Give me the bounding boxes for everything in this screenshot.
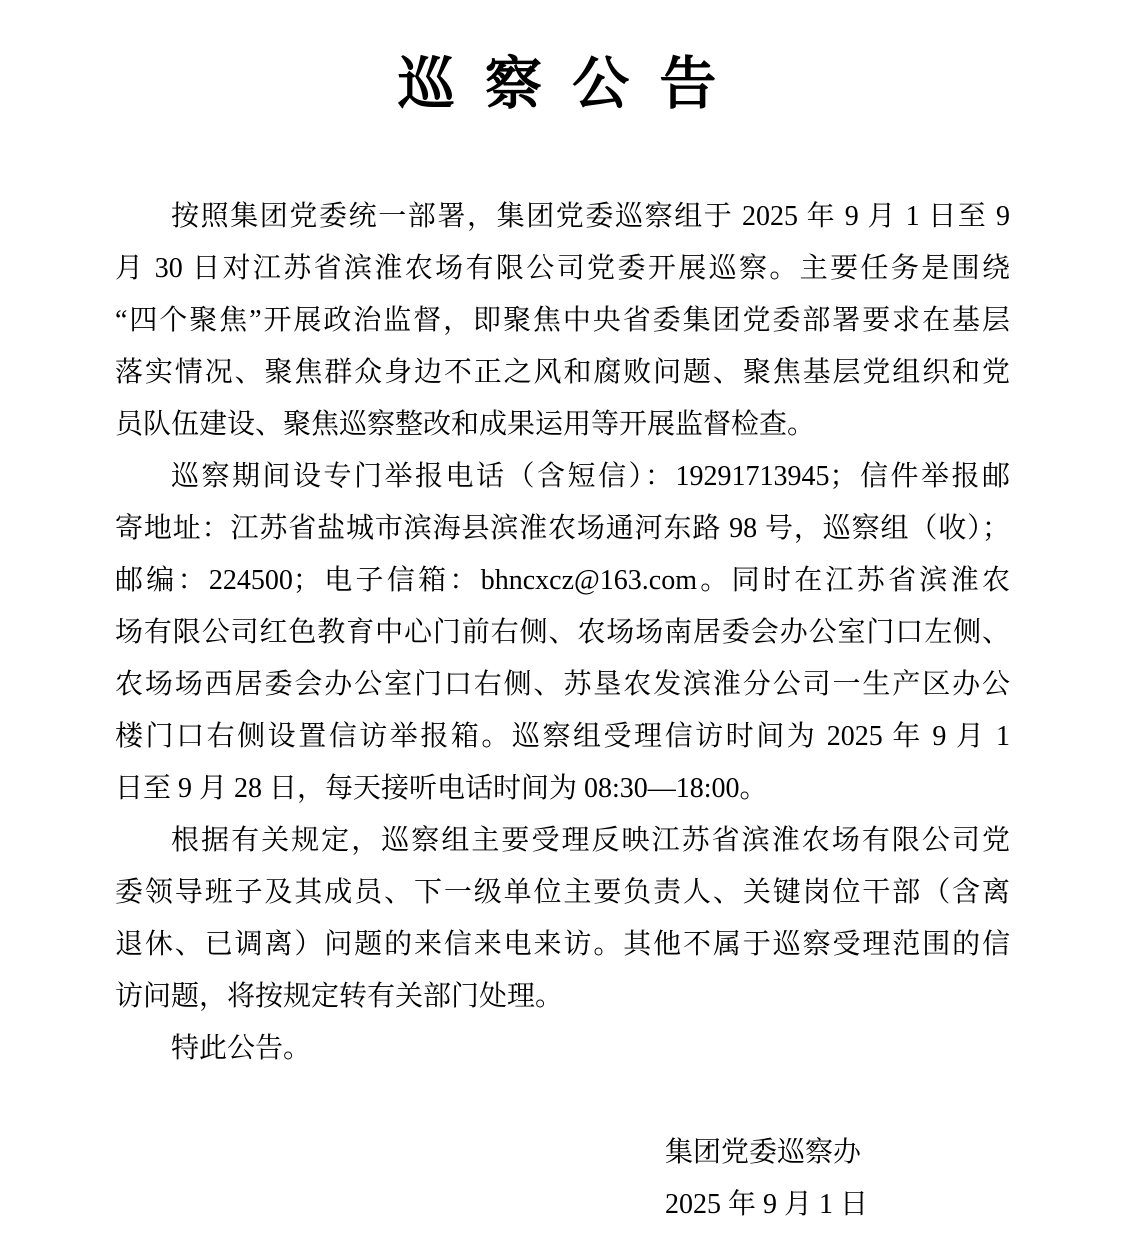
paragraph-line: 按照集团党委统一部署，集团党委巡察组于 2025 年 9 月 1 日至 9 — [171, 201, 1010, 232]
paragraph-line: 月 30 日对江苏省滨淮农场有限公司党委开展巡察。主要任务是围绕 — [115, 253, 1010, 284]
closing-line: 特此公告。 — [171, 1033, 312, 1064]
paragraph-3 — [115, 815, 1010, 1023]
paragraph-2 — [115, 451, 1010, 815]
paragraph-line: 楼门口右侧设置信访举报箱。巡察组受理信访时间为 2025 年 9 月 1 — [115, 721, 1010, 752]
paragraph-line: 委领导班子及其成员、下一级单位主要负责人、关键岗位干部（含离 — [115, 877, 1010, 908]
paragraph-line: 根据有关规定，巡察组主要受理反映江苏省滨淮农场有限公司党 — [171, 825, 1010, 856]
paragraph-1 — [115, 191, 1010, 451]
paragraph-line: 日至 9 月 28 日，每天接听电话时间为 08:30—18:00。 — [115, 773, 768, 804]
document-title: 巡 察 公 告 — [397, 53, 725, 116]
paragraph-line: 邮编：224500；电子信箱：bhncxcz@163.com。同时在江苏省滨淮农 — [115, 565, 1010, 596]
paragraph-line: 访问题，将按规定转有关部门处理。 — [115, 981, 564, 1012]
paragraph-line: “四个聚焦”开展政治监督，即聚焦中央省委集团党委部署要求在基层 — [115, 305, 1010, 336]
signature-block — [665, 1127, 1010, 1231]
paragraph-line: 巡察期间设专门举报电话（含短信）：19291713945；信件举报邮 — [171, 461, 1010, 492]
date-line: 2025 年 9 月 1 日 — [665, 1189, 869, 1220]
paragraph-line: 寄地址：江苏省盐城市滨海县滨淮农场通河东路 98 号，巡察组（收）； — [115, 513, 1010, 544]
paragraph-line: 农场场西居委会办公室门口右侧、苏垦农发滨淮分公司一生产区办公 — [115, 669, 1010, 700]
signature-line: 集团党委巡察办 — [665, 1137, 862, 1168]
document-body — [115, 191, 1010, 1231]
paragraph-line: 落实情况、聚焦群众身边不正之风和腐败问题、聚焦基层党组织和党 — [115, 357, 1010, 388]
paragraph-line: 员队伍建设、聚焦巡察整改和成果运用等开展监督检查。 — [115, 409, 816, 440]
paragraph-line: 场有限公司红色教育中心门前右侧、农场场南居委会办公室门口左侧、 — [115, 617, 1010, 648]
paragraph-line: 退休、已调离）问题的来信来电来访。其他不属于巡察受理范围的信 — [115, 929, 1010, 960]
